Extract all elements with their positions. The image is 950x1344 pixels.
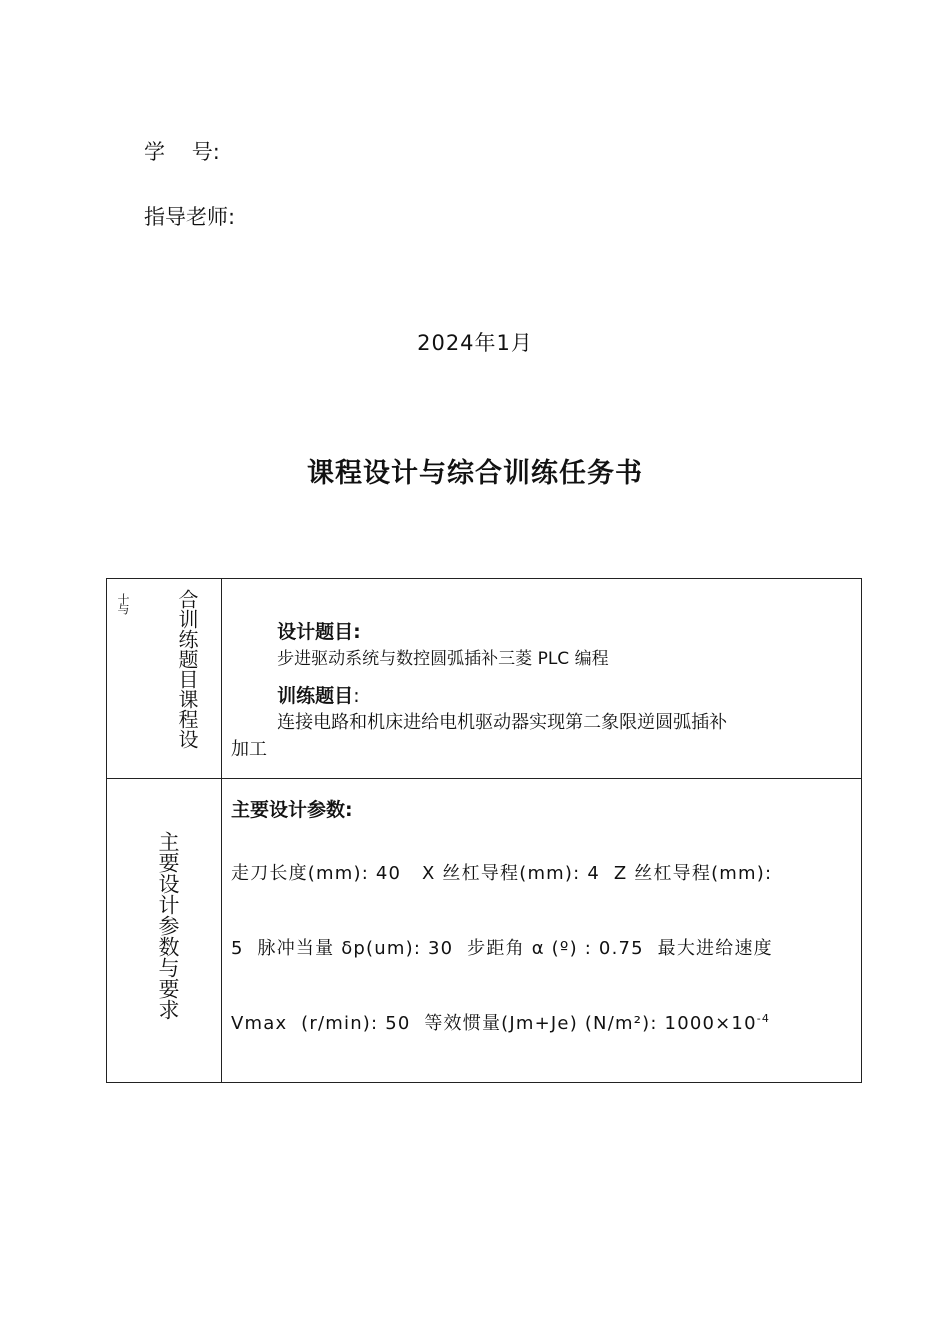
training-topic-row — [253, 659, 727, 756]
design-topic-value: 步进驱动系统与数控圆弧插补三菱 PLC 编程 — [277, 649, 609, 669]
training-topic-continuation: 加工 — [231, 739, 267, 760]
row1-label-fragment: 十与 — [116, 593, 130, 613]
design-topic-label: 设计题目: — [277, 621, 361, 643]
training-topic-value: 连接电路和机床进给电机驱动器实现第二象限逆圆弧插补 — [277, 712, 728, 733]
document-title: 课程设计与综合训练任务书 — [307, 458, 643, 489]
params-line: 走刀长度(mm): 40 X 丝杠导程(mm): 4 Z 丝杠导程(mm): — [231, 863, 773, 884]
params-line-text: Vmax (r/min): 50 等效惯量(Jm+Je) (N/m²): 1000×10 — [231, 1013, 757, 1034]
row1-label: 合训练题目课程设 — [175, 589, 199, 749]
training-topic-label: 训练题目 — [277, 685, 354, 707]
row2-label: 主要设计参数与要求 — [156, 831, 180, 1020]
params-exponent: -4 — [756, 1012, 771, 1025]
task-table — [106, 578, 862, 1083]
params-heading: 主要设计参数: — [231, 799, 353, 821]
params-line — [231, 1009, 770, 1035]
student-id-label: 学 号: — [144, 140, 220, 164]
training-topic-separator: : — [353, 685, 360, 707]
column-divider — [221, 579, 222, 1082]
advisor-label: 指导老师: — [144, 205, 236, 229]
document-date: 2024年1月 — [417, 331, 533, 355]
params-line: 5 脉冲当量 δp(um): 30 步距角 α (º) : 0.75 最大进给速度 — [231, 938, 773, 959]
